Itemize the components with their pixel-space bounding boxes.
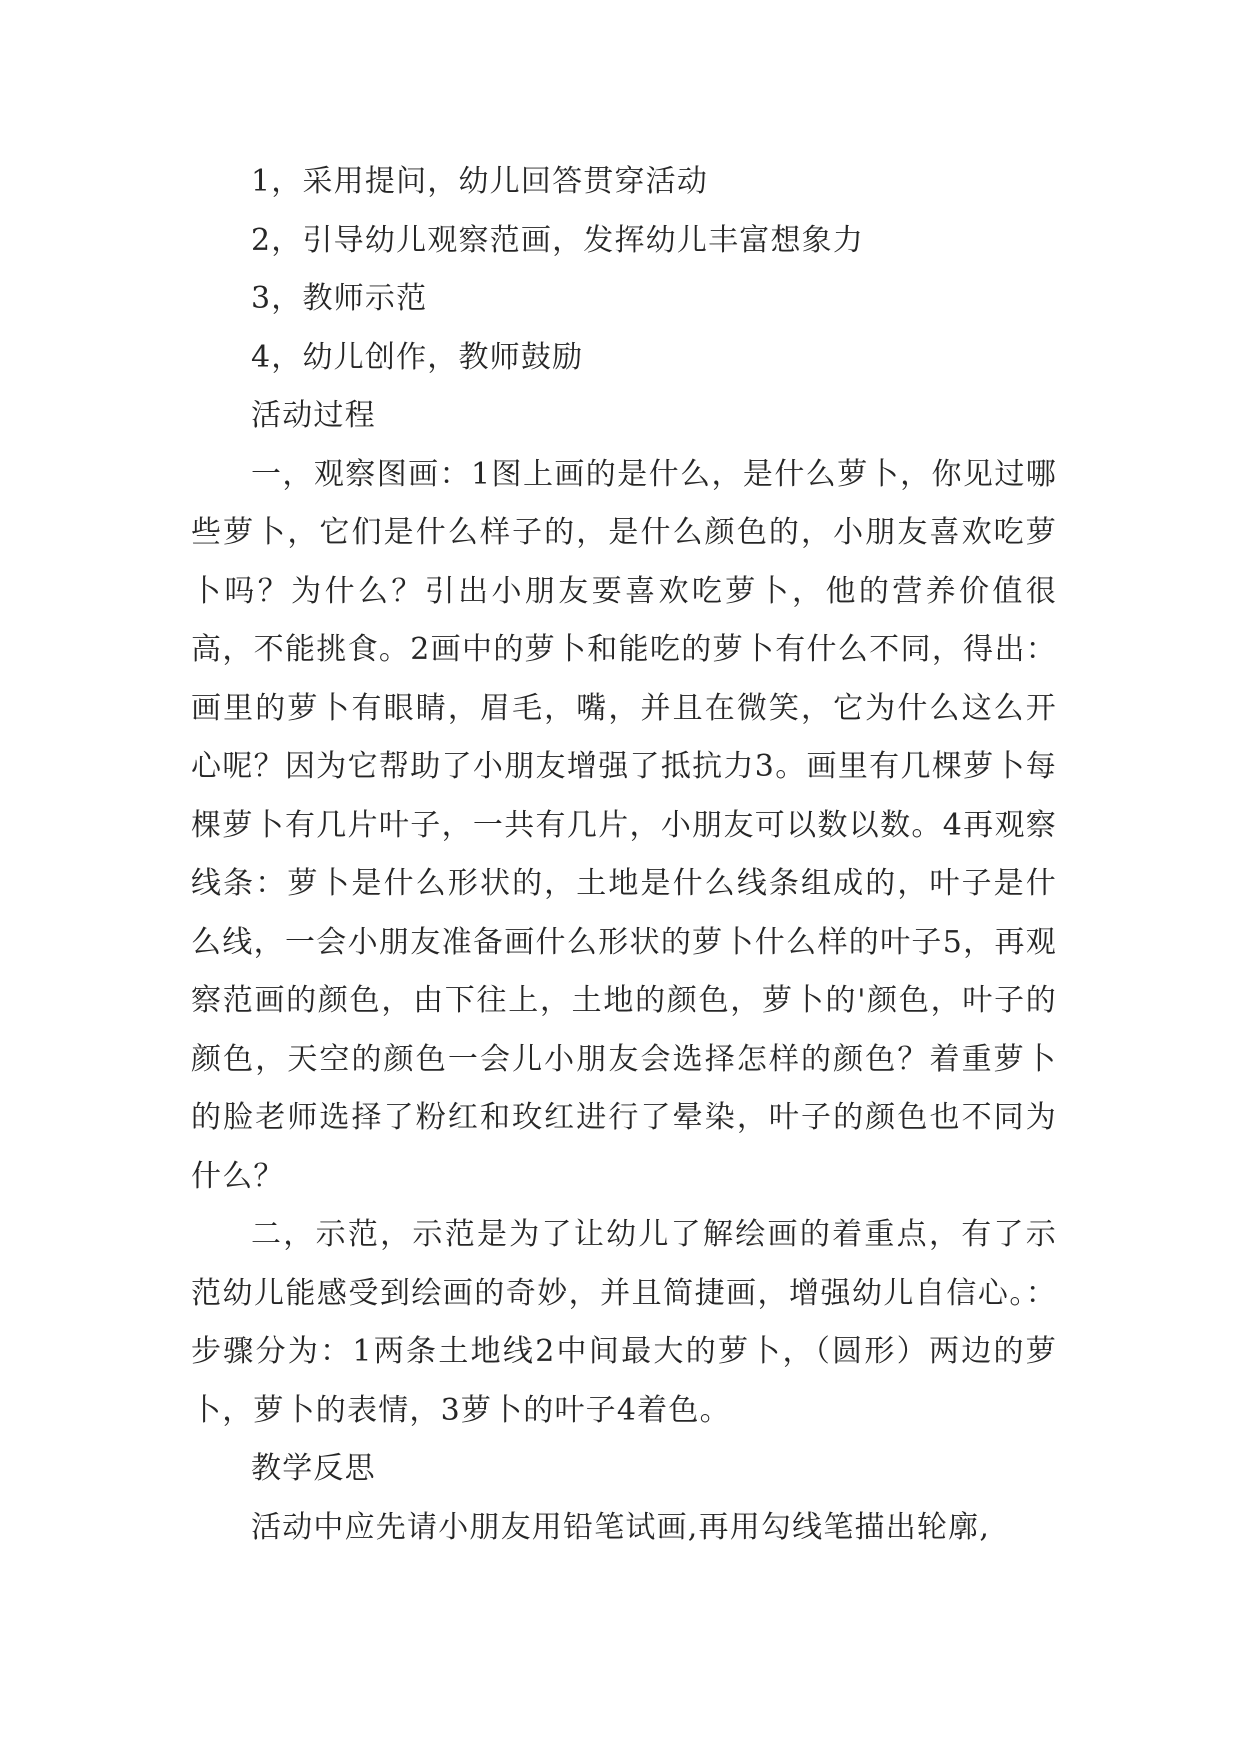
goal-item-1: 1，采用提问，幼儿回答贯穿活动 — [251, 164, 709, 199]
goal-item-2: 2，引导幼儿观察范画，发挥幼儿丰富想象力 — [251, 222, 865, 258]
paragraph-observation: 一，观察图画：1图上画的是什么，是什么萝卜，你见过哪些萝卜，它们是什么样子的，是什么颜色的，小朋友喜欢吃萝卜吗？为什么？引出小朋友要喜欢吃萝卜，他的营养价值很高，不能挑食。2画中的萝卜和能吃的萝卜有什么不同，得出：画里的萝卜有眼睛，眉毛，嘴，并且在微笑，它为什么这么开心呢？因为它帮助了小朋友增强了抵抗力3。画里有几棵萝卜每棵萝卜有几片叶子，一共有几片，小朋友可以数以数。4再观察线条：萝卜是什么形状的，土地是什么线条组成的，叶子是什么线，一会小朋友准备画什么形状的萝卜什么样的叶子5，再观察范画的颜色，由下往上，土地的颜色，萝卜的'颜色，叶子的颜色，天空的颜色一会儿小朋友会选择怎样的颜色？着重萝卜的脸老师选择了粉红和玫红进行了晕染，叶子的颜色也不同为什么？ — [191, 456, 1057, 1194]
goal-item-3: 3，教师示范 — [251, 281, 428, 316]
paragraph-demonstration: 二，示范，示范是为了让幼儿了解绘画的着重点，有了示范幼儿能感受到绘画的奇妙，并且简捷画，增强幼儿自信心。：步骤分为：1两条土地线2中间最大的萝卜，（圆形）两边的萝卜，萝卜的表情，3萝卜的叶子4着色。 — [191, 1217, 1057, 1428]
goal-item-4: 4，幼儿创作，教师鼓励 — [251, 339, 584, 375]
paragraph-reflection: 活动中应先请小朋友用铅笔试画,再用勾线笔描出轮廓, — [251, 1509, 991, 1545]
section-heading-process: 活动过程 — [251, 398, 376, 433]
body-text — [191, 153, 1057, 1557]
section-heading-reflection: 教学反思 — [251, 1451, 376, 1486]
